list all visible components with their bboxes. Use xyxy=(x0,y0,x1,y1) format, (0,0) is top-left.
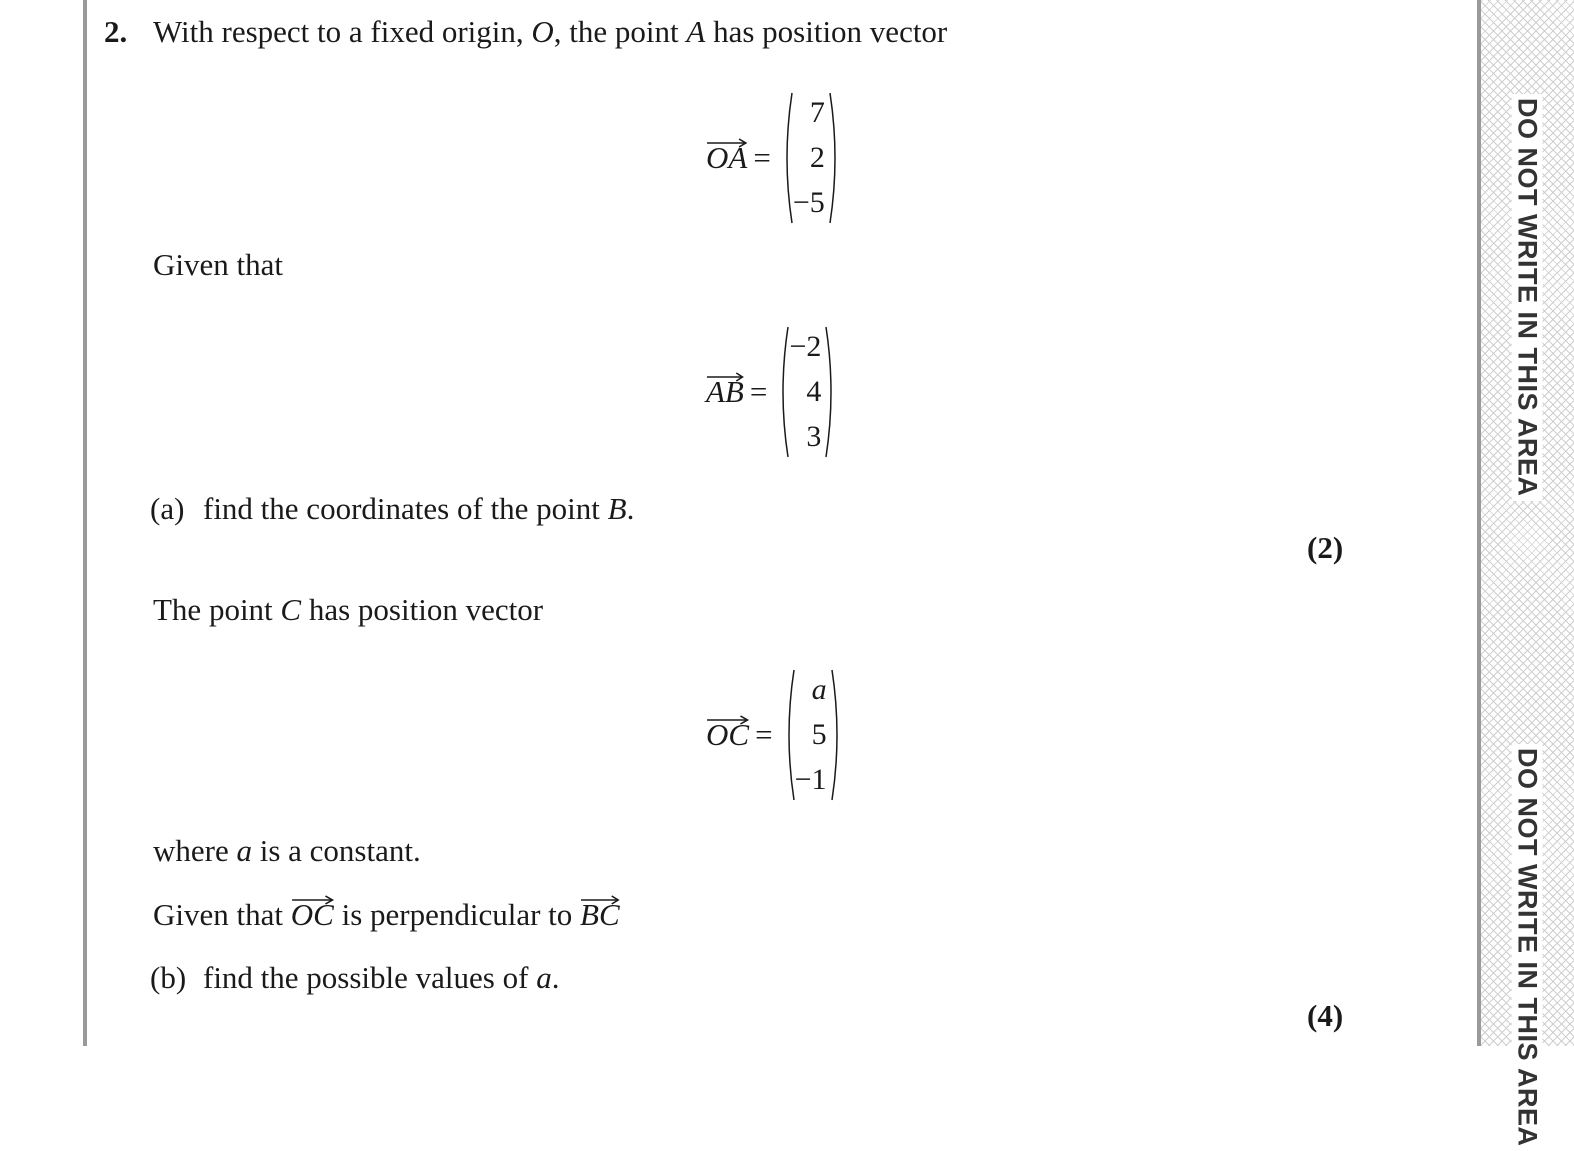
vector-ab-column xyxy=(777,325,837,459)
vector-component: −1 xyxy=(794,763,827,796)
part-b-marks: (4) xyxy=(1307,998,1344,1033)
vector-component: 4 xyxy=(806,375,822,408)
part-a-marks: (2) xyxy=(1307,530,1344,565)
constant-note: where a is a constant. xyxy=(153,833,421,868)
question-number: 2. xyxy=(104,14,128,49)
left-margin-rule xyxy=(83,0,87,1046)
vector-component: −5 xyxy=(792,186,825,219)
vector-oc-column xyxy=(783,668,843,802)
vector-oa-label: OA xyxy=(706,140,748,175)
vector-ab-equation: AB = −2 4 3 xyxy=(706,325,837,459)
vector-component: −2 xyxy=(789,330,822,363)
vector-component: 2 xyxy=(809,141,825,174)
do-not-write-label: DO NOT WRITE IN THIS AREA xyxy=(1512,94,1543,501)
question-intro: With respect to a fixed origin, O, the point A has position vector xyxy=(153,14,948,49)
vector-oa-column xyxy=(781,91,841,225)
vector-oc-inline: OC xyxy=(290,897,334,932)
vector-oc-equation: OC = a 5 −1 xyxy=(706,668,843,802)
vector-oc-label: OC xyxy=(706,717,750,752)
given-that-label: Given that xyxy=(153,247,283,282)
vector-oa-equation: OA = 7 2 −5 xyxy=(706,91,841,225)
part-b-text: find the possible values of a. xyxy=(203,960,560,995)
part-a-label: (a) xyxy=(150,491,185,526)
vector-component: 7 xyxy=(809,96,825,129)
vector-ab-label: AB xyxy=(706,374,744,409)
do-not-write-label: DO NOT WRITE IN THIS AREA xyxy=(1512,744,1543,1151)
point-c-intro: The point C has position vector xyxy=(153,592,544,627)
part-a-text: find the coordinates of the point B. xyxy=(203,491,635,526)
part-b-label: (b) xyxy=(150,960,187,995)
vector-component: 3 xyxy=(806,420,822,453)
vector-bc-inline: BC xyxy=(580,897,620,932)
vector-component: a xyxy=(811,673,827,706)
perpendicular-condition: Given that OC is perpendicular to BC xyxy=(153,897,620,932)
vector-component: 5 xyxy=(811,718,827,751)
